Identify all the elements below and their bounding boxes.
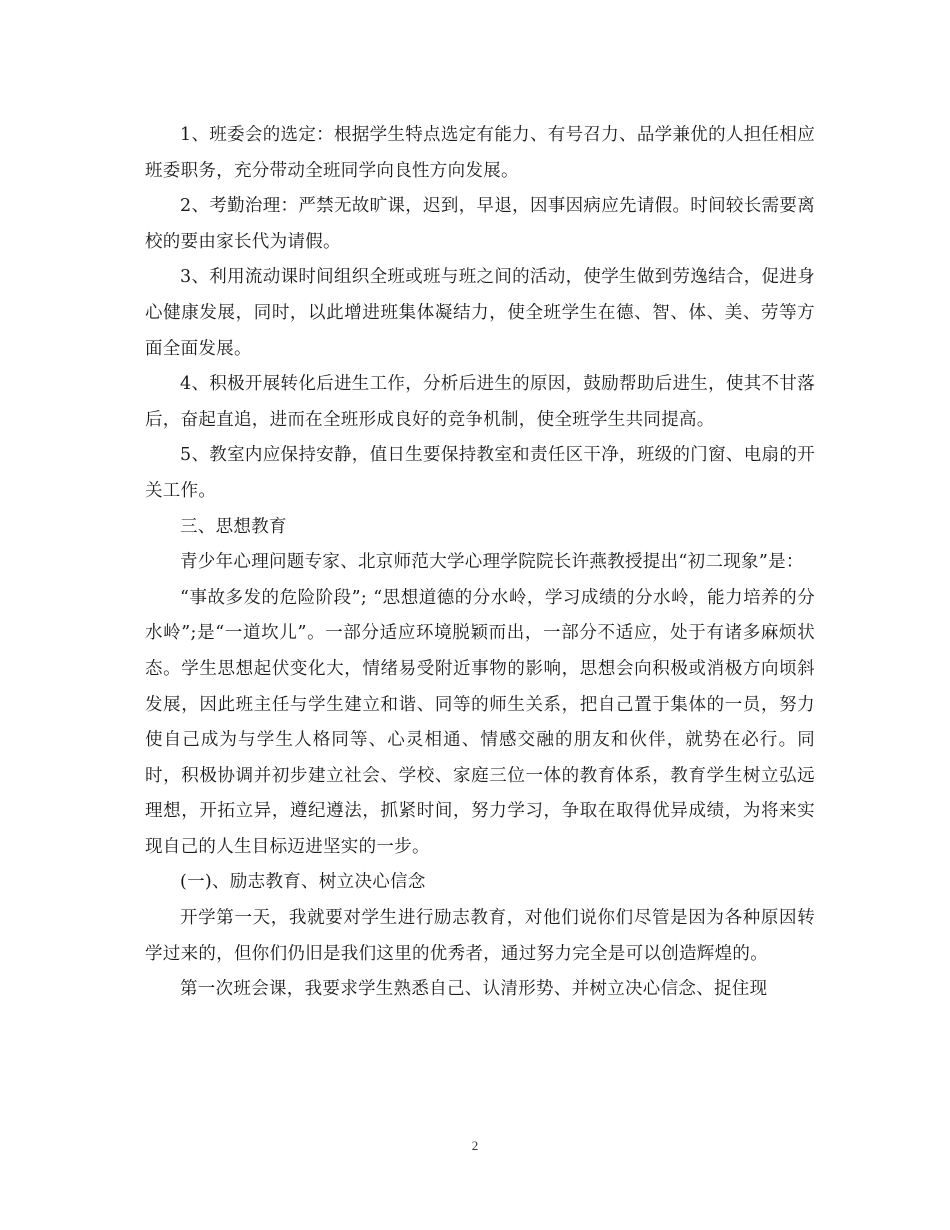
paragraph-expert-quote: “事故多发的危险阶段”; “思想道德的分水岭，学习成绩的分水岭，能力培养的分水岭”;是“一道坎儿”。一部分适应环境脱颖而出，一部分不适应，处于有诸多麻烦状态。学生思想起伏变化大，情绪易受附近事物的影响，思想会向积极或消极方向顷斜发展，因此班主任与学生建立和谐、同等的师生关系，把自己置于集体的一员，努力使自己成为与学生人格同等、心灵相通、情感交融的朋友和伙伴，就势在必行。同时，积极协调并初步建立社会、学校、家庭三位一体的教育体系，教育学生树立弘远理想，开拓立异，遵纪遵法，抓紧时间，努力学习，争取在取得优异成绩，为将来实现自己的人生目标迈进坚实的一步。 xyxy=(145,587,815,857)
document-body xyxy=(145,118,815,1008)
paragraph-class-committee: 1、班委会的选定：根据学生特点选定有能力、有号召力、品学兼优的人担任相应班委职务，充分带动全班同学向良性方向发展。 xyxy=(145,125,815,181)
paragraph-struggling-students: 4、积极开展转化后进生工作，分析后进生的原因，鼓励帮助后进生，使其不甘落后，奋起直追，进而在全班形成良好的竞争机制，使全班学生共同提高。 xyxy=(145,374,815,430)
paragraph-first-day: 开学第一天，我就要对学生进行励志教育，对他们说你们尽管是因为各种原因转学过来的，但你们仍旧是我们这里的优秀者，通过努力完全是可以创造辉煌的。 xyxy=(145,908,815,964)
paragraph-expert-quote-intro: 青少年心理问题专家、北京师范大学心理学院院长许燕教授提出“初二现象”是： xyxy=(180,552,804,573)
subsection-heading-motivation: (一)、励志教育、树立决心信念 xyxy=(180,872,426,893)
page-number: 2 xyxy=(471,1138,479,1153)
paragraph-attendance: 2、考勤治理：严禁无故旷课，迟到，早退，因事因病应先请假。时间较长需要离校的要由家长代为请假。 xyxy=(145,196,815,252)
section-heading-ideological-education: 三、思想教育 xyxy=(180,516,287,537)
paragraph-first-class-meeting: 第一次班会课，我要求学生熟悉自己、认清形势、并树立决心信念、捉住现 xyxy=(180,979,768,1000)
paragraph-activities: 3、利用流动课时间组织全班或班与班之间的活动，使学生做到劳逸结合，促进身心健康发展，同时，以此增进班集体凝结力，使全班学生在德、智、体、美、劳等方面全面发展。 xyxy=(145,267,815,359)
paragraph-classroom: 5、教室内应保持安静，值日生要保持教室和责任区干净，班级的门窗、电扇的开关工作。 xyxy=(145,445,815,501)
